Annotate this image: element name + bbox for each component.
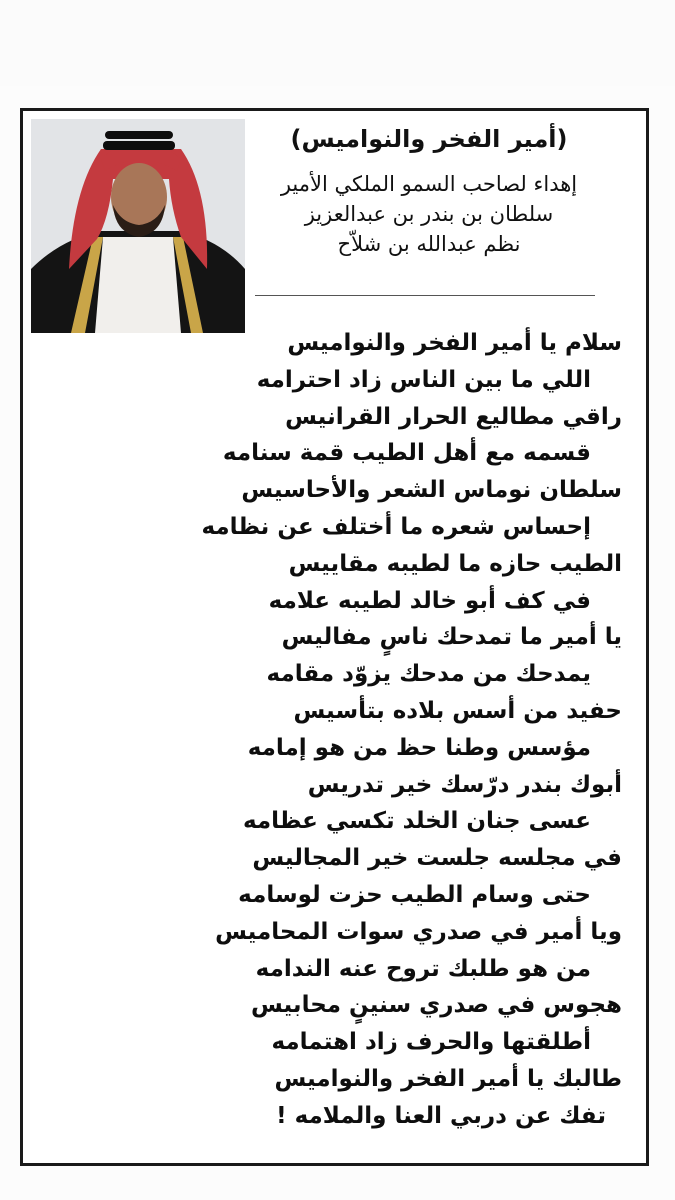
verse-line: أبوك بندر درّسك خير تدريس — [307, 771, 622, 798]
poem-header — [234, 123, 624, 259]
verse-line: طالبك يا أمير الفخر والنواميس — [274, 1065, 622, 1092]
verse-line: في مجلسه جلست خير المجاليس — [252, 845, 622, 872]
verse-line: حفيد من أسس بلاده بتأسيس — [293, 697, 622, 724]
portrait-photo — [31, 119, 245, 333]
verse-line: عسى جنان الخلد تكسي عظامه — [242, 808, 591, 835]
verse-line: من هو طلبك تروح عنه الندامه — [255, 955, 591, 982]
verse-line: أطلقتها والحرف زاد اهتمامه — [271, 1029, 591, 1056]
verse-line: حتى وسام الطيب حزت لوسامه — [238, 881, 591, 908]
verse-line: قسمه مع أهل الطيب قمة سنامه — [222, 440, 591, 467]
verse-line: اللي ما بين الناس زاد احترامه — [256, 366, 591, 393]
poem-title: (أمير الفخر والنواميس) — [290, 125, 568, 153]
verse-line: راقي مطاليع الحرار القرانيس — [285, 403, 622, 430]
top-band — [0, 0, 675, 86]
verse-line: مؤسس وطنا حظ من هو إمامه — [247, 734, 591, 761]
poet-credit: نظم عبدالله بن شلاّح — [337, 232, 521, 256]
portrait-illustration — [31, 119, 245, 333]
verse-line: سلطان نوماس الشعر والأحاسيس — [241, 477, 622, 504]
poem-body — [23, 325, 646, 1135]
verse-line: يا أمير ما تمدحك ناسٍ مفاليس — [281, 624, 622, 651]
verse-line: سلام يا أمير الفخر والنواميس — [287, 330, 622, 356]
verse-line: يمدحك من مدحك يزوّد مقامه — [266, 661, 591, 688]
verse-line: إحساس شعره ما أختلف عن نظامه — [201, 513, 591, 540]
verse-line: هجوس في صدري سنينٍ محابيس — [251, 992, 622, 1019]
dedicatee-name: سلطان بن بندر بن عبدالعزيز — [304, 202, 554, 226]
header-divider — [255, 295, 595, 296]
verse-line: ويا أمير في صدري سوات المحاميس — [215, 918, 622, 945]
dedication-line: إهداء لصاحب السمو الملكي الأمير — [280, 172, 578, 196]
verse-line: في كف أبو خالد لطيبه علامه — [268, 587, 591, 614]
verse-line: تفك عن دربي العنا والملامه ! — [276, 1102, 606, 1129]
verse-line: الطيب حازه ما لطيبه مقاييس — [288, 550, 622, 577]
poem-card — [20, 108, 649, 1166]
